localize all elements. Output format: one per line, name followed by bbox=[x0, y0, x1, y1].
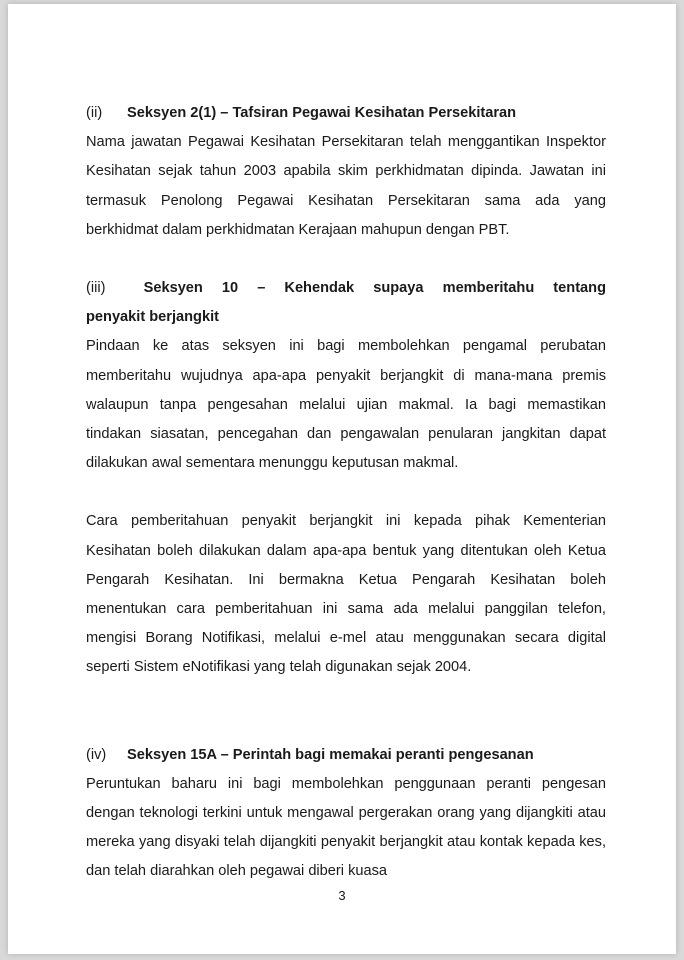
document-page bbox=[8, 4, 676, 954]
section-heading-ii bbox=[86, 99, 606, 128]
paragraph: Nama jawatan Pegawai Kesihatan Persekitaran telah menggantikan Inspektor Kesihatan sejak tahun 2003 apabila skim perkhidmatan dipinda. Jawatan ini termasuk Penolong Pegawai Kesihatan Persekitaran sama ada yang berkhidmat dalam perkhidmatan Kerajaan mahupun dengan PBT. bbox=[86, 134, 606, 238]
page-content bbox=[86, 99, 606, 887]
section-heading-iv bbox=[86, 741, 606, 770]
section-number: (iv) bbox=[86, 746, 107, 763]
section-title: Seksyen 15A – Perintah bagi memakai peranti pengesanan bbox=[127, 746, 534, 763]
page-number: 3 bbox=[338, 888, 346, 903]
section-number: (iii) bbox=[86, 280, 106, 297]
section-number: (ii) bbox=[86, 105, 103, 121]
paragraph: Peruntukan baharu ini bagi membolehkan penggunaan peranti pengesan dengan teknologi terkini untuk mengawal pergerakan orang yang dijangkiti atau mereka yang disyaki telah dijangkiti penyakit berjangkit atau kontak kepada kes, dan telah diarahkan oleh pegawai diberi kuasa bbox=[86, 775, 606, 880]
section-title-continuation: penyakit berjangkit bbox=[86, 309, 220, 326]
section-title: Seksyen 2(1) – Tafsiran Pegawai Kesihatan Persekitaran bbox=[127, 105, 517, 121]
paragraph: Cara pemberitahuan penyakit berjangkit ini kepada pihak Kementerian Kesihatan boleh dilakukan dalam apa-apa bentuk yang ditentukan oleh Ketua Pengarah Kesihatan. Ini bermakna Ketua Pengarah Kesihatan boleh menentukan cara pemberitahuan ini sama ada melalui panggilan telefon, mengisi Borang Notifikasi, melalui e-mel atau menggunakan secara digital seperti Sistem eNotifikasi yang telah digunakan sejak 2004. bbox=[86, 513, 606, 676]
section-heading-iii bbox=[86, 274, 606, 303]
paragraph: Pindaan ke atas seksyen ini bagi membolehkan pengamal perubatan memberitahu wujudnya apa-apa penyakit berjangkit di mana-mana premis walaupun tanpa pengesahan melalui ujian makmal. Ia bagi memastikan tindakan siasatan, pencegahan dan pengawalan penularan jangkitan dapat dilakukan awal sementara menunggu keputusan makmal. bbox=[86, 338, 606, 472]
section-title: Seksyen 10 – Kehendak supaya memberitahu tentang bbox=[143, 280, 606, 297]
